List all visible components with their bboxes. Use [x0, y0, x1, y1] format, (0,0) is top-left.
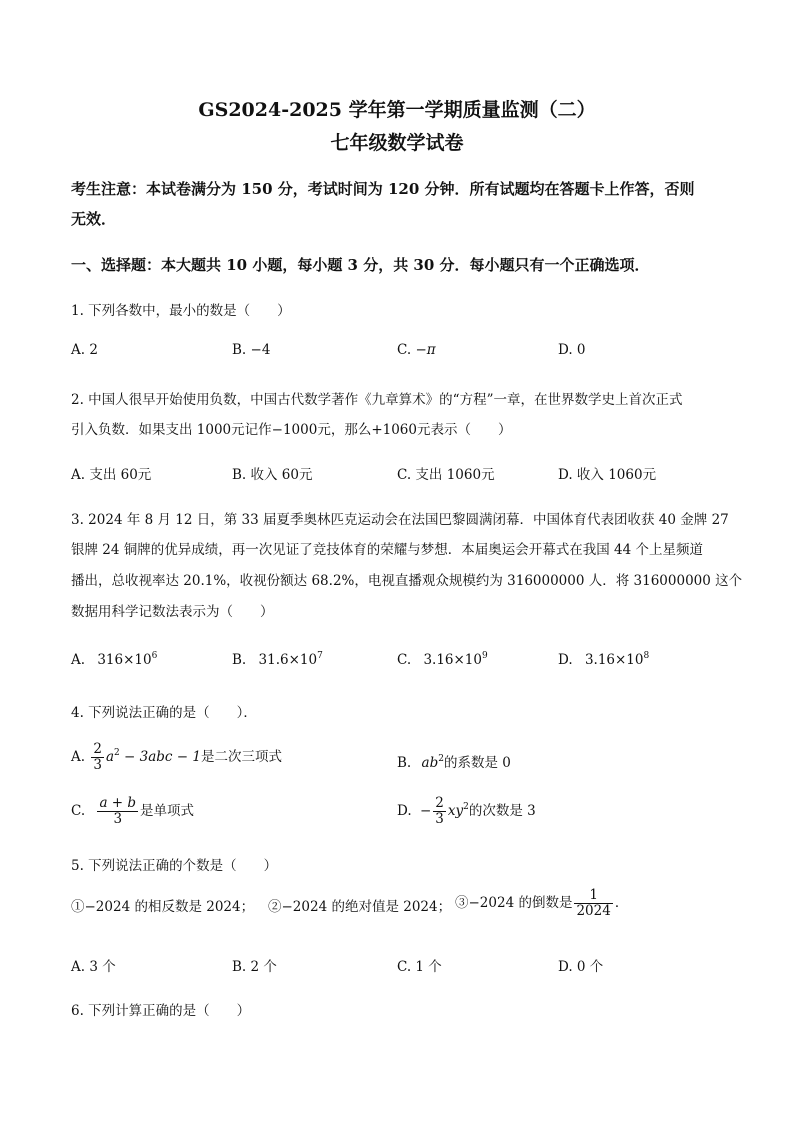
question-3-line-4: 数据用科学记数法表示为（ ） [71, 604, 274, 620]
q4-option-a-exponent: 2 [114, 748, 120, 758]
q3-option-d-exponent: 8 [643, 651, 650, 661]
q4-option-d-sign: − [419, 803, 432, 819]
q4-option-d [397, 796, 536, 827]
q5-statement-2: ②−2024 的绝对值是 2024； [268, 899, 452, 915]
notice-line-1: 考生注意：本试卷满分为 150 分，考试时间为 120 分钟．所有试题均在答题卡上作答，否则 [71, 180, 695, 198]
q3-option-c-label: C. [397, 652, 412, 668]
q4-option-c-fraction [97, 796, 138, 827]
q5-option-b: B. 2 个 [232, 959, 277, 975]
q3-option-b [232, 652, 323, 668]
section-heading: 一、选择题：本大题共 10 小题，每小题 3 分，共 30 分．每小题只有一个正确选项． [71, 256, 650, 274]
q4-option-d-denominator: 3 [435, 811, 444, 827]
q4-option-b [397, 751, 511, 771]
q5-option-c: C. 1 个 [397, 959, 442, 975]
q4-option-a-text: 是二次三项式 [200, 749, 282, 765]
q4-option-b-variable: ab [421, 755, 439, 771]
question-2-line-1: 2. 中国人很早开始使用负数，中国古代数学著作《九章算术》的“方程”一章，在世界数学史上首次正式 [71, 392, 683, 408]
q1-option-c-value: −π [415, 342, 436, 358]
q4-option-a-variable: a [105, 749, 114, 765]
q4-option-d-variable: xy [447, 803, 464, 819]
q5-statement-3 [455, 888, 628, 919]
q1-option-c-label: C. [397, 342, 416, 358]
q3-option-a-exponent: 6 [151, 651, 158, 661]
question-6-stem: 6. 下列计算正确的是（ ） [71, 1003, 251, 1019]
question-3-line-3: 播出，总收视率达 20.1%，收视份额达 68.2%，电视直播观众规模约为 316000000 人．将 316000000 这个 [71, 573, 743, 589]
q4-option-c-label: C. [71, 803, 86, 819]
q4-option-a-denominator: 3 [93, 757, 102, 773]
q5-statement-3-denominator: 2024 [576, 903, 611, 919]
q3-option-b-label: B. [232, 652, 247, 668]
notice-line-2: 无效． [71, 210, 117, 228]
q5-statement-1: ①−2024 的相反数是 2024； [71, 899, 255, 915]
q4-option-b-exponent: 2 [438, 754, 444, 764]
q5-statement-3-numerator: 1 [574, 888, 612, 904]
q2-option-d: D. 收入 1060元 [558, 467, 657, 483]
q2-option-a: A. 支出 60元 [71, 467, 152, 483]
q4-option-c [71, 796, 194, 827]
q5-statement-3-text: ③−2024 的倒数是 [455, 895, 573, 911]
question-2-line-2: 引入负数．如果支出 1000元记作−1000元，那么+1060元表示（ ） [71, 422, 512, 438]
q3-option-a-label: A. [71, 652, 86, 668]
question-4-stem: 4. 下列说法正确的是（ ）． [71, 705, 257, 721]
q2-option-c: C. 支出 1060元 [397, 467, 495, 483]
q4-option-a-rest: − 3abc − 1 [119, 749, 201, 765]
q4-option-a [71, 742, 282, 773]
q4-option-d-numerator: 2 [435, 795, 444, 811]
q1-option-b: B. −4 [232, 342, 271, 358]
q4-option-d-label: D. [397, 803, 412, 819]
q5-statement-3-fraction [574, 888, 612, 919]
question-3-line-1: 3. 2024 年 8 月 12 日，第 33 届夏季奥林匹克运动会在法国巴黎圆满闭幕．中国体育代表团收获 40 金牌 27 [71, 512, 729, 528]
q3-option-b-base: 31.6×10 [258, 652, 318, 668]
q4-option-a-label: A. [71, 749, 86, 765]
q4-option-c-denominator: 3 [113, 811, 123, 827]
q3-option-d-base: 3.16×10 [584, 652, 644, 668]
q4-option-d-text: 的次数是 3 [468, 803, 536, 819]
q4-option-c-text: 是单项式 [140, 803, 195, 819]
q4-option-d-exponent: 2 [463, 802, 469, 812]
q3-option-b-exponent: 7 [317, 651, 323, 661]
q5-statement-3-end: ． [614, 895, 629, 911]
exam-title: GS2024-2025 学年第一学期质量监测（二） [198, 99, 596, 121]
q3-option-c [397, 652, 488, 668]
q4-option-d-fraction [433, 796, 446, 827]
q4-option-b-text: 的系数是 0 [443, 755, 511, 771]
q3-option-c-exponent: 9 [482, 651, 488, 661]
q1-option-d: D. 0 [558, 342, 586, 358]
q3-option-a-base: 316×10 [97, 652, 152, 668]
question-5-stem: 5. 下列说法正确的个数是（ ） [71, 858, 278, 874]
q3-option-d-label: D. [558, 652, 573, 668]
q4-option-a-numerator: 2 [93, 741, 102, 757]
question-1-stem: 1. 下列各数中，最小的数是（ ） [71, 303, 291, 319]
q3-option-a [71, 652, 157, 668]
q4-option-c-numerator: a + b [99, 795, 137, 811]
q4-option-b-label: B. [397, 755, 412, 771]
q3-option-d [558, 652, 649, 668]
q4-option-a-fraction [91, 742, 104, 773]
exam-subtitle: 七年级数学试卷 [330, 132, 464, 154]
q2-option-b: B. 收入 60元 [232, 467, 313, 483]
q5-option-d: D. 0 个 [558, 959, 604, 975]
q1-option-a: A. 2 [71, 342, 98, 358]
q1-option-c [397, 342, 436, 358]
q3-option-c-base: 3.16×10 [423, 652, 482, 668]
question-3-line-2: 银牌 24 铜牌的优异成绩，再一次见证了竞技体育的荣耀与梦想．本届奥运会开幕式在我国 44 个上星频道 [71, 542, 704, 558]
q5-option-a: A. 3 个 [71, 959, 116, 975]
